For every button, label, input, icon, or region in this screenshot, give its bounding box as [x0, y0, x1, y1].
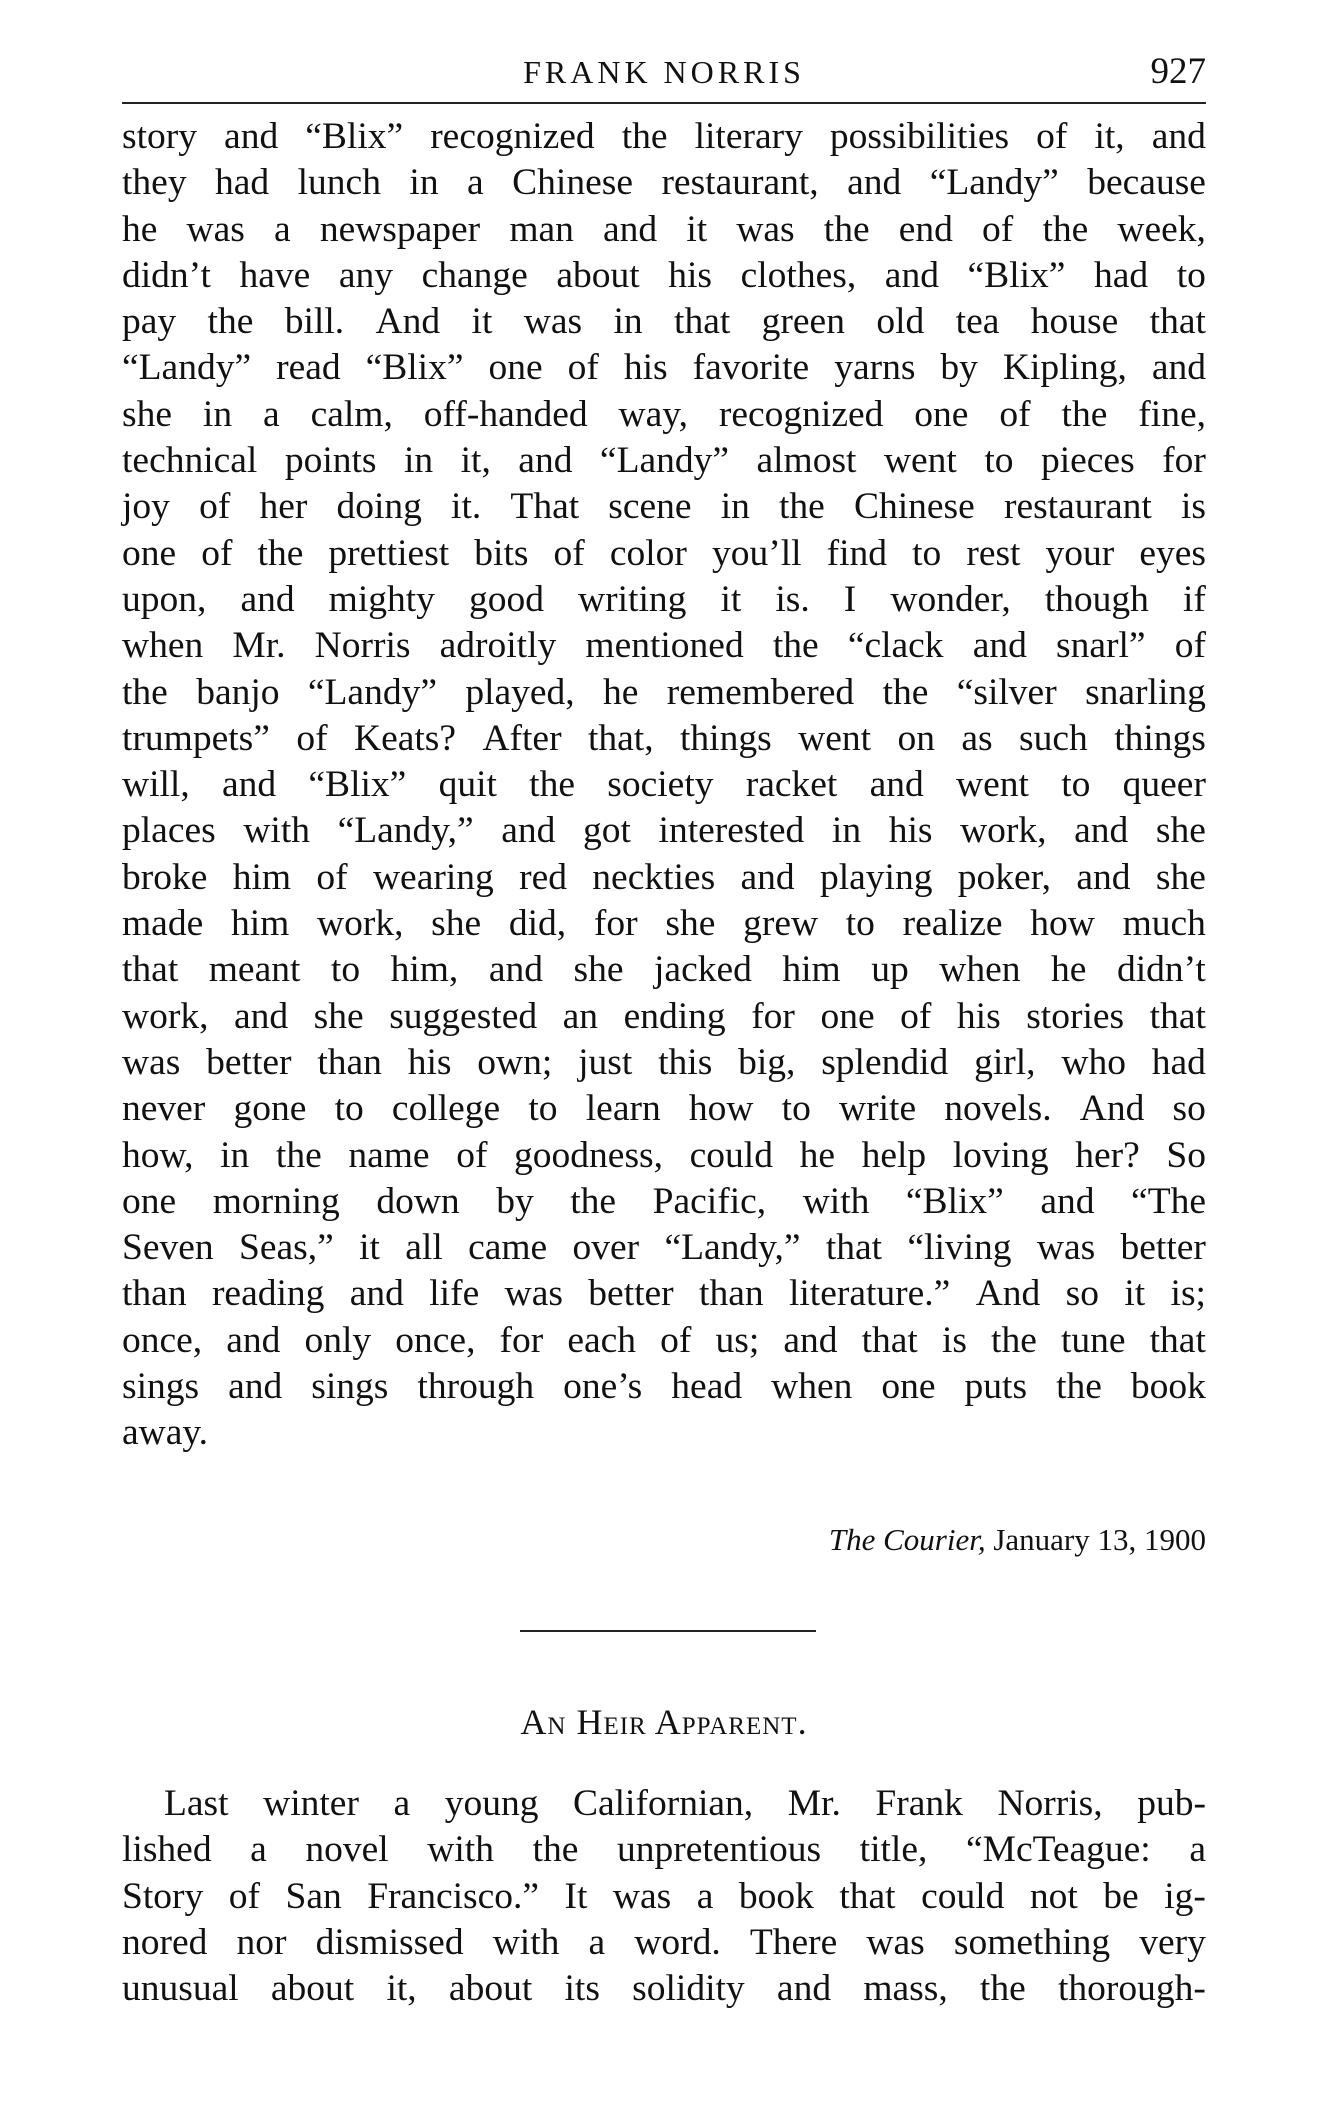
text-line: never gone to college to learn how to write novels. And so [122, 1088, 1206, 1130]
text-line: joy of her doing it. That scene in the Chinese restaurant is [122, 486, 1206, 528]
text-line: Seven Seas,” it all came over “Landy,” that “living was better [122, 1227, 1206, 1269]
text-line: once, and only once, for each of us; and that is the tune that [122, 1319, 1206, 1361]
source-date: January 13, 1900 [993, 1522, 1206, 1557]
section-title: An Heir Apparent. [520, 1702, 808, 1742]
text-line: will, and “Blix” quit the society racket and went to queer [122, 764, 1206, 806]
text-line: they had lunch in a Chinese restaurant, and “Landy” because [122, 162, 1206, 204]
text-line: upon, and mighty good writing it is. I wonder, though if [122, 578, 1206, 620]
text-line: places with “Landy,” and got interested in his work, and she [122, 810, 1206, 852]
text-line: he was a newspaper man and it was the end of the week, [122, 208, 1206, 250]
text-line: unusual about it, about its solidity and mass, the thorough- [122, 1968, 1206, 2010]
text-line: work, and she suggested an ending for one of his stories that [122, 995, 1206, 1037]
header-rule [122, 102, 1206, 104]
text-line: when Mr. Norris adroitly mentioned the “clack and snarl” of [122, 625, 1206, 667]
source-citation [829, 1520, 1206, 1560]
text-line: broke him of wearing red neckties and playing poker, and she [122, 856, 1206, 898]
source-title: The Courier, [828, 1522, 986, 1557]
text-line: didn’t have any change about his clothes, and “Blix” had to [122, 254, 1206, 296]
text-line: Story of San Francisco.” It was a book that could not be ig- [122, 1875, 1206, 1917]
text-line: made him work, she did, for she grew to realize how much [122, 903, 1206, 945]
page-number: 927 [1150, 51, 1206, 92]
text-line: Last winter a young Californian, Mr. Frank Norris, pub- [164, 1783, 1206, 1824]
review-1-text [122, 114, 1206, 1457]
text-line: trumpets” of Keats? After that, things went on as such things [122, 717, 1206, 759]
review-2-text [122, 1781, 1206, 2012]
text-line: away. [122, 1412, 209, 1454]
text-line: “Landy” read “Blix” one of his favorite yarns by Kipling, and [122, 347, 1206, 389]
text-line: one of the prettiest bits of color you’ll find to rest your eyes [122, 532, 1206, 574]
section-divider [520, 1630, 816, 1632]
text-line: she in a calm, off-handed way, recognized one of the fine, [122, 393, 1206, 435]
text-line: pay the bill. And it was in that green old tea house that [122, 301, 1206, 343]
text-line: nored nor dismissed with a word. There was something very [122, 1921, 1206, 1963]
page-header [122, 48, 1206, 96]
text-line: the banjo “Landy” played, he remembered the “silver snarling [122, 671, 1206, 713]
text-line: story and “Blix” recognized the literary possibilities of it, and [122, 116, 1206, 157]
text-line: was better than his own; just this big, splendid girl, who had [122, 1041, 1206, 1083]
text-line: sings and sings through one’s head when one puts the book [122, 1366, 1206, 1408]
text-line: that meant to him, and she jacked him up when he didn’t [122, 949, 1206, 991]
text-line: lished a novel with the unpretentious title, “McTeague: a [122, 1829, 1206, 1871]
running-title: FRANK NORRIS [523, 54, 805, 90]
text-line: technical points in it, and “Landy” almost went to pieces for [122, 440, 1206, 482]
text-line: one morning down by the Pacific, with “Blix” and “The [122, 1180, 1206, 1222]
text-line: than reading and life was better than literature.” And so it is; [122, 1273, 1206, 1315]
text-line: how, in the name of goodness, could he help loving her? So [122, 1134, 1206, 1176]
